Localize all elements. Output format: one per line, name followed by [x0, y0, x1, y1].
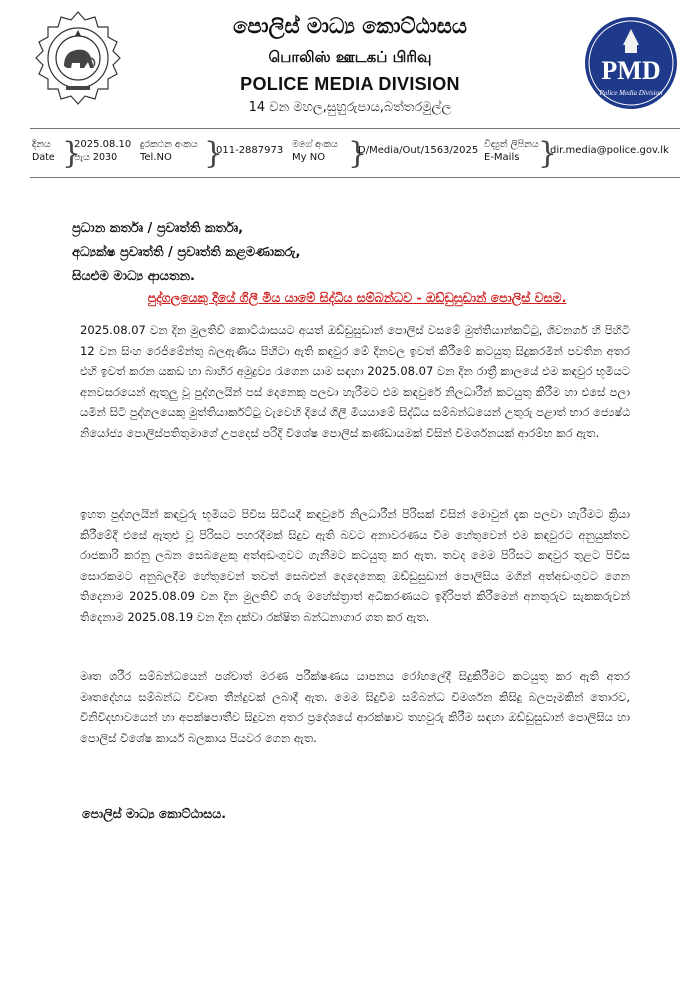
pmd-logo-ring-text: Police Media Division	[599, 89, 663, 97]
brace: }	[348, 136, 368, 171]
reference-bar	[32, 138, 680, 172]
brace: }	[538, 136, 558, 171]
email-field	[484, 138, 539, 164]
time-value: පැය 2030	[74, 152, 118, 163]
body-paragraph: ඉහත පුද්ගලයින් කඳවුරු භූමියට පිවිස සිටියදී කඳවුරේ නිලධාරීන් පිරිසක් විසින් මොවුන් දැක පලවා හැරීමට ක්‍රියා කිරීමේදී එසේ ඇතුළු වූ පිරිසට පහරදීමක් සිදුව ඇති බවට අනාවරණය වීම හේතුවෙන් එම කඳවුරට අනුයුක්තව රාජකාරි කරනු ලබන සෙබළෙකු අත්අඩංගුවට ගැනීමට කටයුතු කර ඇත. තවද මෙම පිරිසට කඳවුර තුළට පිවිස සොරකමට අනුබලදීම හේතුවෙන් තවත් සෙබළුන් දෙදෙනෙකු ඔඩ්ඩුසුඩාන් පොලිසිය මගින් අත්අඩංගුවට ගෙන තිදෙනාම 2025.08.09 වන දින මුලතිව් ගරු මහේස්ත්‍රාත් අධිකරණයට ඉදිරිපත් කිරීමෙන් අනතුරුව සැකකරුවන් තිදෙනාම 2025.08.19 වන දින දක්වා රක්ෂිත බන්ධනාගාර ගත කර ඇත.	[80, 507, 630, 624]
myno-label-en: My NO	[292, 152, 326, 163]
header-divider-top	[30, 128, 680, 129]
title-tamil: பொலிஸ் ஊடகப் பிரிவு	[268, 48, 432, 66]
body-paragraph: 2025.08.07 වන දින මුලතිව් කොට්ඨාසයට අයත් ඔඩ්ඩුසුඩාන් පොලිස් වසමේ මුත්තියාන්කට්ටු, ශිවනගර් හි පිහිටි 12 වන සිංහ රෙජිමේන්තු බලඇණිය පිහිටා ඇති කඳවුර මේ දිනවල ඉවත් කිරීමේ කටයුතු සිදුකරමින් පවතින අතර එහි ඉවත් කරන යකඩ හා බාහිර අමුද්‍රව්‍ය රැගෙන යාම සඳහා 2025.08.07 වන දින රාත්‍රී කාලයේ එම කඳවුර භූමියට අනවසරයෙන් ඇතුලු වූ පුද්ගලයින් පස් දෙනෙකු පලවා හැරීමට එම කඳවුරේ නිලධාරීන් කටයුතු කිරීම හා එසේ පලා යමින් සිටි පුද්ගලයෙකු මුත්තියාර්කට්ටු වැවෙහි දියේ ගිලී මියයාමේ සිද්ධිය සම්බන්ධයෙන් උතුරු පළාත් භාර ජ්‍යෙෂ්ඨ නියෝජ්‍ය පොලිස්පතිතුමාගේ උපදෙස් පරිදි විශේෂ පොලිස් කණ්ඩායමක් විසින් විමර්ශනයක් ආරම්භ කර ඇත.	[80, 323, 630, 440]
addressee-line: සියළුම මාධ්‍ය ආයතන.	[72, 269, 195, 284]
date-value: 2025.08.10	[74, 139, 132, 150]
police-crest-logo	[28, 8, 128, 108]
addressee-line: අධ්‍යක්ෂ ප්‍රවෘත්ති / ප්‍රවෘත්ති කළමණාකරු,	[72, 245, 301, 260]
date-label-si: දිනය	[32, 139, 51, 150]
email-label-en: E-Mails	[484, 152, 520, 163]
email-value: dir.media@police.gov.lk	[550, 145, 669, 156]
email-label-si: විද්‍යුත් ලිපිනය	[484, 139, 539, 150]
title-english: POLICE MEDIA DIVISION	[240, 74, 460, 94]
phone-label-en: Tel.NO	[140, 152, 172, 163]
pmd-logo	[583, 15, 679, 111]
brace: }	[62, 136, 82, 171]
phone-value: 011-2887973	[216, 145, 284, 156]
date-field	[32, 138, 55, 164]
addressee-line: ප්‍රධාන කර්තෘ / ප්‍රවෘත්ති කර්තෘ,	[72, 221, 244, 236]
signature-line: පොලිස් මාධ්‍ය කොට්ඨාසය.	[82, 806, 226, 821]
phone-field	[140, 138, 198, 164]
myno-label-si: මගේ අංකය	[292, 139, 338, 150]
date-label-en: Date	[32, 152, 55, 163]
phone-label-si: දුරකථන අංකය	[140, 139, 198, 150]
subject-line: පුද්ගලයෙකු දියේ ගිලී මිය යාමේ සිද්ධිය සම්බන්ධව - ඔඩ්ඩුසුඩාන් පොලිස් වසම.	[147, 290, 567, 305]
pmd-logo-text: PMD	[601, 56, 661, 85]
office-address: 14 වන මහල,සුහුරුපාය,බත්තරමුල්ල	[248, 100, 452, 115]
title-sinhala: පොලිස් මාධ්‍ය කොට්ඨාසය	[233, 14, 467, 38]
date-values	[74, 138, 131, 164]
header-divider-bottom	[30, 177, 680, 178]
myno-value: D/Media/Out/1563/2025	[358, 145, 479, 156]
myno-field	[292, 138, 338, 164]
body-paragraph: මෘත ශරීර සම්බන්ධයෙන් පශ්චාත් මරණ පරීක්ෂණය යාපනය රෝහලේදී සිදුකිරීමට කටයුතු කර ඇති අතර මෘතදේහය සම්බන්ධ විවෘත තීන්දුවක් ලබාදී ඇත. මෙම සිදුවීම සම්බන්ධ විමර්ශන කිසිදු බලපෑමකින් තොරව, විනිවිදභාවයෙන් හා අපක්ෂපාතීව සිදුවන අතර ප්‍රදේශයේ ආරක්ෂාව තහවුරු කිරීම සඳහා ඔඩ්ඩුසුඩාන් පොලිසිය හා පොලිස් විශේෂ කාර්ය බලකාය පියවර ගෙන ඇත.	[80, 669, 630, 745]
brace: }	[204, 136, 224, 171]
